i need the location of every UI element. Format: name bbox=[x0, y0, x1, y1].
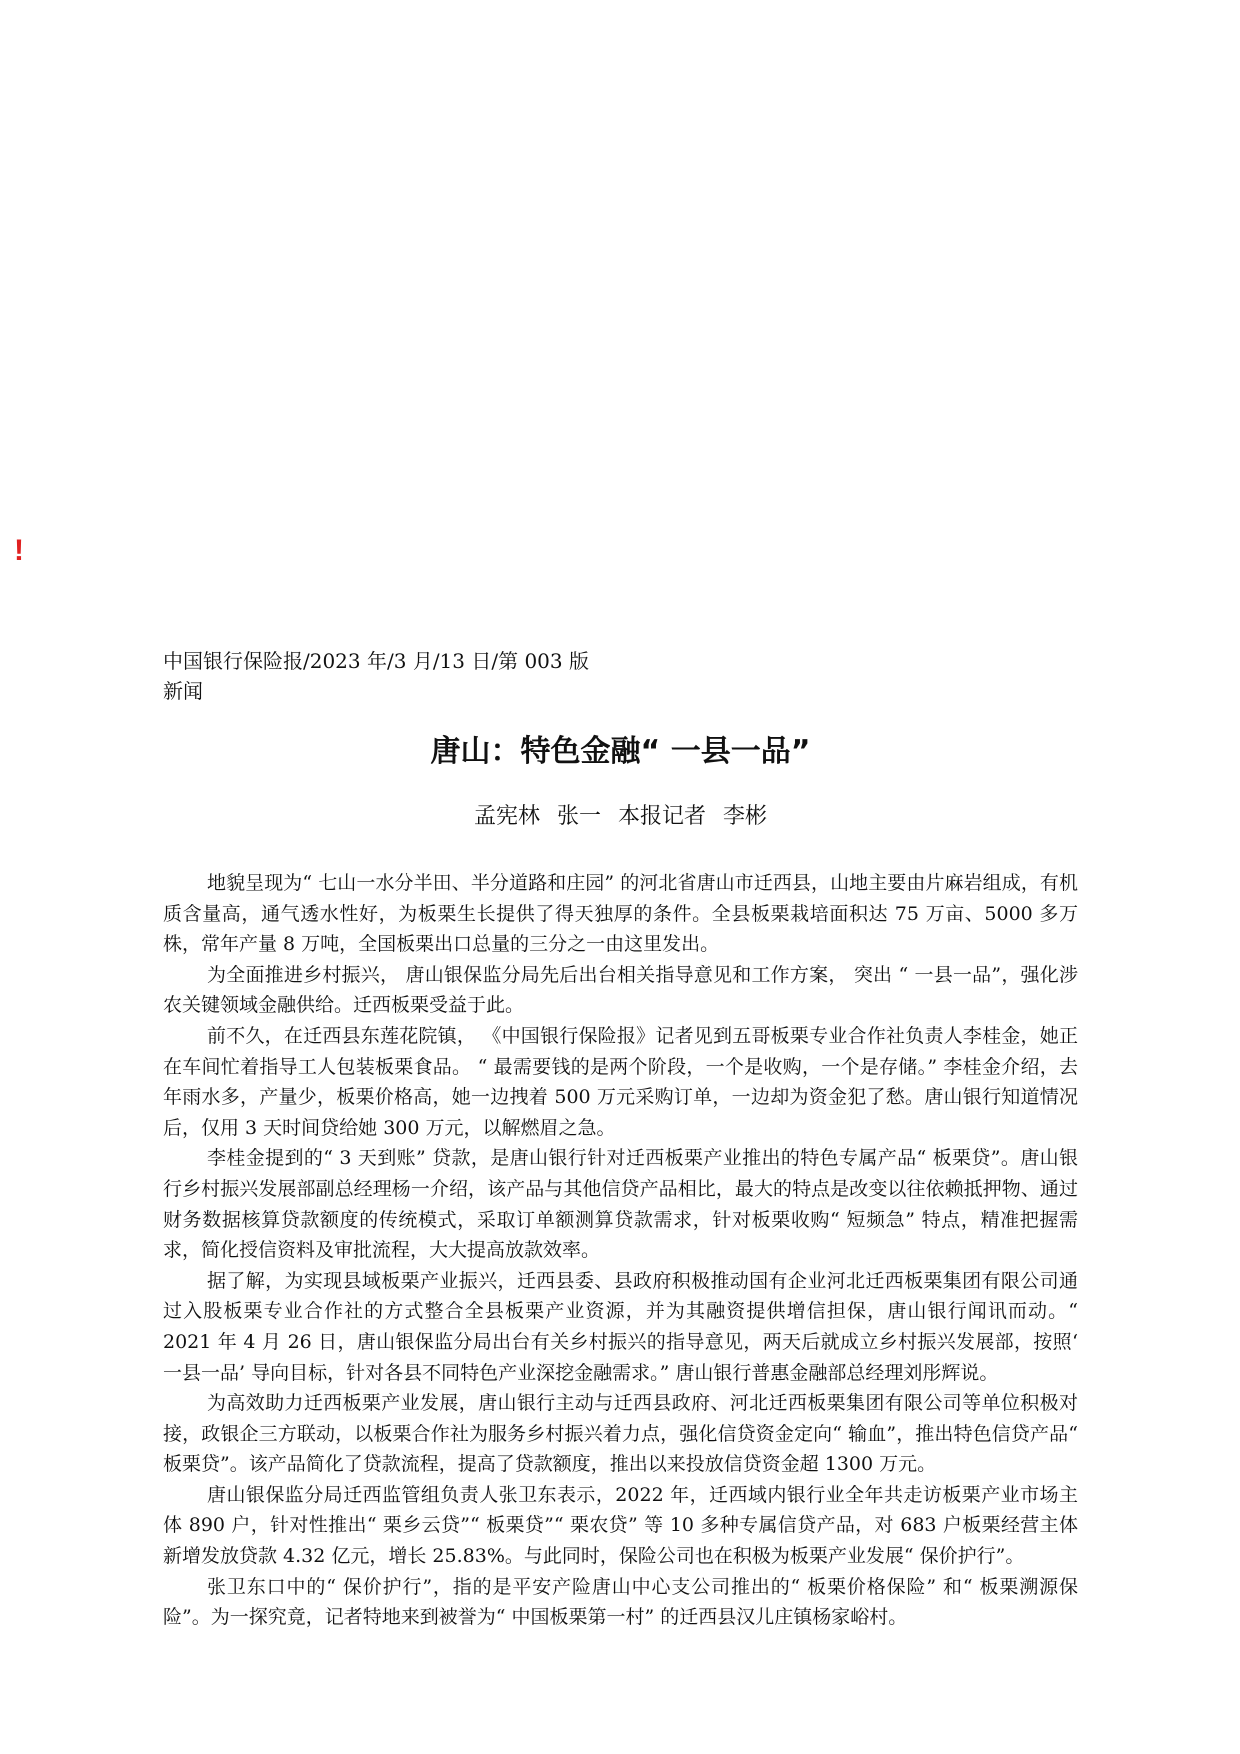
paragraph: 李桂金提到的“ 3 天到账” 贷款，是唐山银行针对迁西板栗产业推出的特色专属产品“ 板栗贷”。唐山银行乡村振兴发展部副总经理杨一介绍，该产品与其他信贷产品相比，最大的特点是改变以往依赖抵押物、通过财务数据核算贷款额度的传统模式，采取订单额测算贷款需求，针对板栗收购“ 短频急” 特点，精准把握需求，简化授信资料及审批流程，大大提高放款效率。 bbox=[163, 1147, 1078, 1262]
paragraph: 张卫东口中的“ 保价护行”，指的是平安产险唐山中心支公司推出的“ 板栗价格保险” 和“ 板栗溯源保险”。为一探究竟，记者特地来到被誉为“ 中国板栗第一村” 的迁西县汉儿庄镇杨家峪村。 bbox=[163, 1575, 1078, 1629]
article-body bbox=[163, 868, 1078, 1633]
paragraph: 为高效助力迁西板栗产业发展，唐山银行主动与迁西县政府、河北迁西板栗集团有限公司等单位积极对接，政银企三方联动，以板栗合作社为服务乡村振兴着力点，强化信贷资金定向“ 输血”，推出特色信贷产品“ 板栗贷”。该产品简化了贷款流程，提高了贷款额度，推出以来投放信贷资金超 1300 万元。 bbox=[163, 1392, 1078, 1476]
source-line: 中国银行保险报/2023 年/3 月/13 日/第 003 版新闻 bbox=[163, 649, 589, 703]
paragraph: 地貌呈现为“ 七山一水分半田、半分道路和庄园” 的河北省唐山市迁西县，山地主要由片麻岩组成，有机质含量高，通气透水性好，为板栗生长提供了得天独厚的条件。全县板栗栽培面积达 75 万亩、5000 多万株，常年产量 8 万吨，全国板栗出口总量的三分之一由这里发出。 bbox=[163, 872, 1078, 956]
paragraph: 据了解，为实现县域板栗产业振兴，迁西县委、县政府积极推动国有企业河北迁西板栗集团有限公司通过入股板栗专业合作社的方式整合全县板栗产业资源，并为其融资提供增信担保，唐山银行闻讯而动。“ 2021 年 4 月 26 日，唐山银保监分局出台有关乡村振兴的指导意见，两天后就成立乡村振兴发展部，按照‘ 一县一品’ 导向目标，针对各县不同特色产业深挖金融需求。” 唐山银行普惠金融部总经理刘彤辉说。 bbox=[163, 1269, 1078, 1384]
paragraph: 唐山银保监分局迁西监管组负责人张卫东表示，2022 年，迁西域内银行业全年共走访板栗产业市场主体 890 户，针对性推出“ 栗乡云贷”“ 板栗贷”“ 栗农贷” 等 10 多种专属信贷产品，对 683 户板栗经营主体新增发放贷款 4.32 亿元，增长 25.83%。与此同时，保险公司也在积极为板栗产业发展“ 保价护行”。 bbox=[163, 1483, 1078, 1568]
article-authors: 孟宪林 张一 本报记者 李彬 bbox=[474, 804, 767, 829]
article-title: 唐山：特色金融“ 一县一品” bbox=[430, 734, 811, 769]
red-exclamation-mark: ! bbox=[14, 534, 24, 567]
paragraph: 为全面推进乡村振兴， 唐山银保监分局先后出台相关指导意见和工作方案， 突出 “ 一县一品”，强化涉农关键领域金融供给。迁西板栗受益于此。 bbox=[163, 963, 1078, 1017]
paragraph: 前不久，在迁西县东莲花院镇， 《中国银行保险报》记者见到五哥板栗专业合作社负责人李桂金，她正在车间忙着指导工人包装板栗食品。 “ 最需要钱的是两个阶段，一个是收购，一个是存储。” 李桂金介绍，去年雨水多，产量少，板栗价格高，她一边拽着 500 万元采购订单，一边却为资金犯了愁。唐山银行知道情况后，仅用 3 天时间贷给她 300 万元，以解燃眉之急。 bbox=[163, 1024, 1078, 1139]
